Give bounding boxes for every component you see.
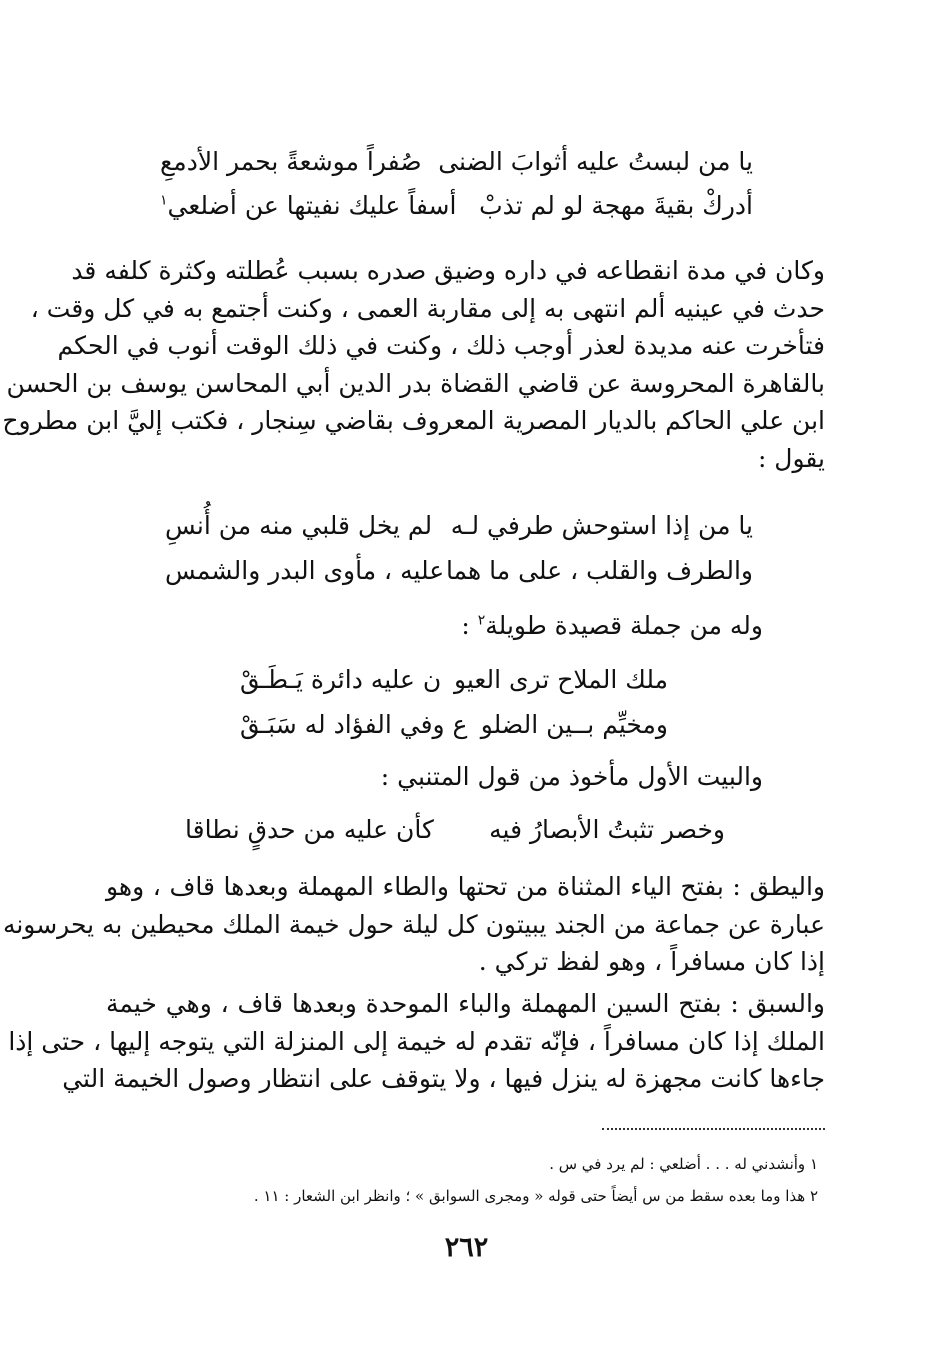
verse-first-hemistich: ومخيِّم بــين الضلو bbox=[480, 710, 668, 739]
verse-second-hemistich: كأن عليه من حدقٍ نطاقا bbox=[185, 815, 434, 844]
footnote-1: ١ وأنشدني له . . . أضلعي : لم يرد في س . bbox=[549, 1155, 818, 1173]
text-line: إذا كان مسافراً ، وهو لفظ تركي . bbox=[478, 947, 825, 976]
verse-row-5 bbox=[240, 660, 668, 700]
text-line: بالقاهرة المحروسة عن قاضي القضاة بدر الدين أبي المحاسن يوسف بن الحسن bbox=[6, 368, 825, 398]
verse-row-2 bbox=[160, 186, 753, 226]
verse-second-hemistich: صُفراً موشعةً بحمر الأدمعِ bbox=[160, 147, 422, 176]
paragraph-1 bbox=[2, 252, 825, 477]
intro-line-long-poem bbox=[461, 606, 763, 646]
verse-row-7 bbox=[185, 810, 725, 850]
paragraph-3 bbox=[8, 985, 825, 1098]
footnote-2: ٢ هذا وما بعده سقط من س أيضاً حتى قوله « ومجرى السوابق » ؛ وانظر ابن الشعار : ١١ . bbox=[253, 1187, 818, 1205]
verse-first-hemistich: يا من لبستُ عليه أثوابَ الضنى bbox=[438, 147, 753, 176]
verse-first-hemistich: والطرف والقلب ، على ما هما bbox=[445, 556, 753, 585]
verse-first-hemistich: أدركْ بقيةَ مهجة لو لم تذبْ bbox=[479, 191, 753, 220]
verse-row-3 bbox=[165, 506, 753, 546]
page-number: ٢٦٢ bbox=[444, 1232, 489, 1263]
text-line: وكان في مدة انقطاعه في داره وضيق صدره بسبب عُطلته وكثرة كلفه قد bbox=[71, 256, 825, 285]
verse-row-4 bbox=[165, 551, 753, 591]
verse-row-1 bbox=[160, 142, 753, 182]
verse-text: أسفاً عليك نفيتها عن أضلعي bbox=[167, 191, 457, 220]
verse-second-hemistich bbox=[160, 186, 456, 226]
paragraph-2 bbox=[2, 868, 825, 981]
text-line: واليطق : بفتح الياء المثناة من تحتها والطاء المهملة وبعدها قاف ، وهو bbox=[106, 872, 825, 901]
verse-first-hemistich: وخصر تثبتُ الأبصارُ فيه bbox=[489, 815, 725, 844]
footnote-separator bbox=[602, 1128, 825, 1130]
verse-first-hemistich: ملك الملاح ترى العيو bbox=[453, 665, 668, 694]
verse-second-hemistich: ع وفي الفؤاد له سَبَـقْ bbox=[240, 710, 468, 739]
verse-first-hemistich: يا من إذا استوحش طرفي لـه bbox=[450, 511, 753, 540]
verse-second-hemistich: عليه ، مأوى البدر والشمس bbox=[165, 556, 445, 585]
text-line: والسبق : بفتح السين المهملة والباء الموحدة وبعدها قاف ، وهي خيمة bbox=[106, 989, 825, 1018]
text-line: يقول : bbox=[757, 443, 825, 473]
text-line: فتأخرت عنه مديدة لعذر أوجب ذلك ، وكنت في ذلك الوقت أنوب في الحكم bbox=[57, 331, 825, 360]
text-line: الملك إذا كان مسافراً ، فإنّه تقدم له خيمة إلى المنزلة التي يتوجه إليها ، حتى إذا bbox=[8, 1026, 825, 1056]
text-line: جاءها كانت مجهزة له ينزل فيها ، ولا يتوقف على انتظار وصول الخيمة التي bbox=[62, 1064, 825, 1093]
intro-text: وله من جملة قصيدة طويلة bbox=[485, 611, 763, 640]
verse-second-hemistich: لم يخل قلبي منه من أُنسِ bbox=[165, 511, 433, 540]
footnote-marker: ٢ bbox=[477, 612, 486, 629]
verse-row-6 bbox=[240, 705, 668, 745]
text-line: ابن علي الحاكم بالديار المصرية المعروف بقاضي سِنجار ، فكتب إليَّ ابن مطروح bbox=[2, 406, 825, 435]
text-line: عبارة عن جماعة من الجند يبيتون كل ليلة حول خيمة الملك محيطين به يحرسونه bbox=[2, 909, 825, 939]
text-line: حدث في عينيه ألم انتهى به إلى مقاربة العمى ، وكنت أجتمع به في كل وقت ، bbox=[30, 293, 825, 323]
intro-colon: : bbox=[461, 611, 478, 640]
verse-second-hemistich: ن عليه دائرة يَـطَـقْ bbox=[240, 665, 442, 694]
footnote-marker: ١ bbox=[160, 192, 168, 209]
intro-line-mutanabbi: والبيت الأول مأخوذ من قول المتنبي : bbox=[380, 762, 763, 791]
